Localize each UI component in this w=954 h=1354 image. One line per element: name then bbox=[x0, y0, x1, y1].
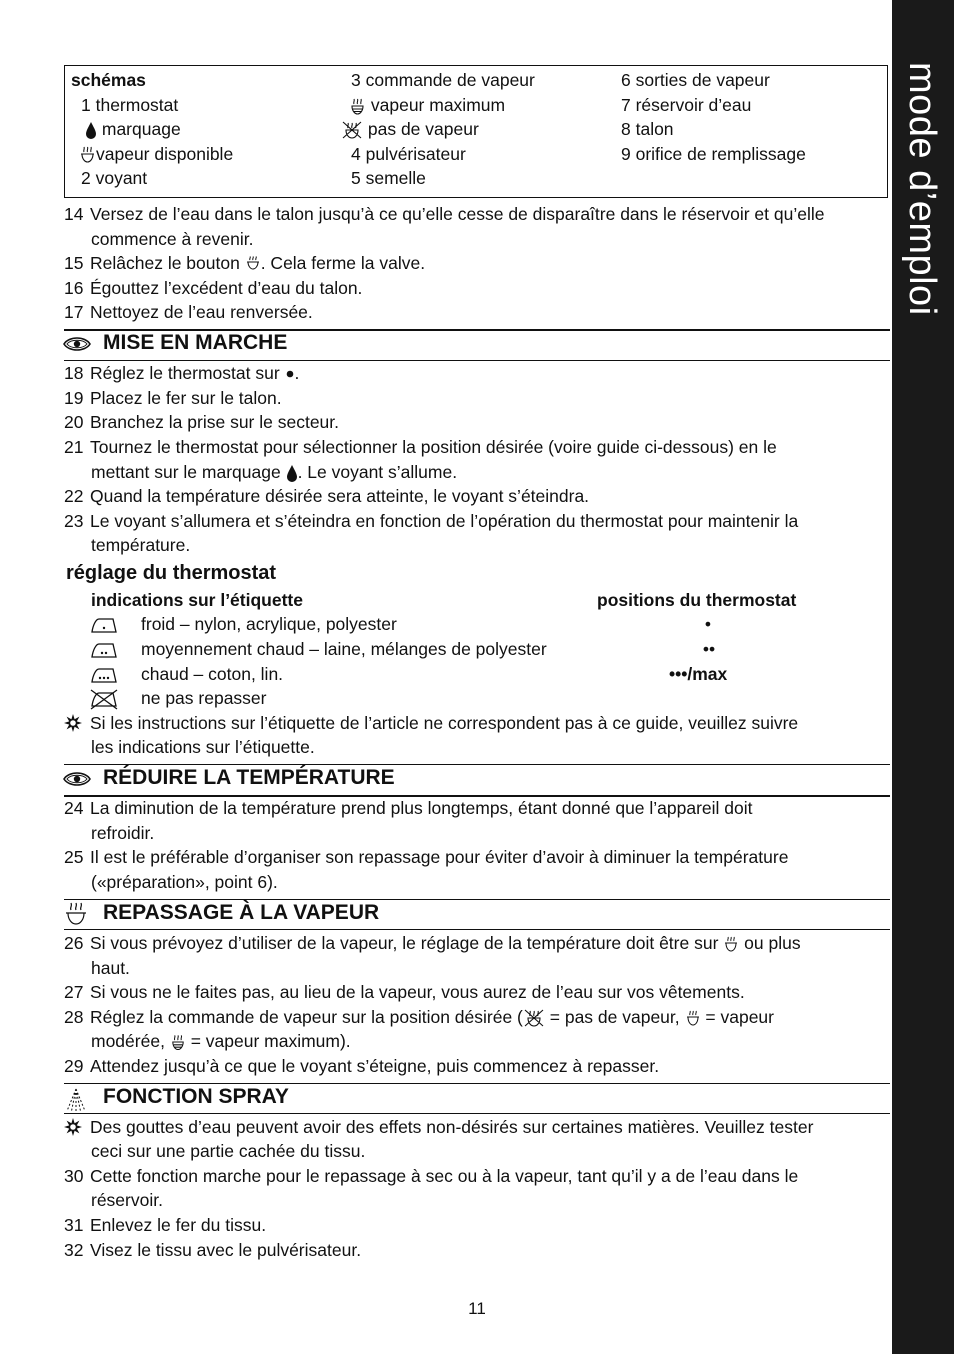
steam-max-icon bbox=[170, 1032, 186, 1052]
step-number: 29 bbox=[64, 1056, 84, 1076]
drop-icon bbox=[85, 121, 97, 139]
legend-item: 5 semelle bbox=[351, 168, 426, 188]
eye-icon bbox=[62, 333, 92, 355]
iron-hot-icon bbox=[90, 666, 118, 684]
step-text: Il est le préférable d’organiser son repassage pour éviter d’avoir à diminuer la température bbox=[90, 847, 789, 867]
steam-icon bbox=[723, 936, 739, 953]
subheading-reglage: réglage du thermostat bbox=[66, 562, 277, 584]
steam-max-icon bbox=[349, 96, 366, 116]
setting-label: ne pas repasser bbox=[141, 688, 267, 708]
note-text-cont: les indications sur l’étiquette. bbox=[91, 737, 315, 757]
section-rule bbox=[64, 899, 890, 900]
schemas-box bbox=[64, 65, 888, 198]
section-heading-reduire: RÉDUIRE LA TEMPÉRATURE bbox=[103, 766, 395, 789]
step-text: Si vous ne le faites pas, au lieu de la vapeur, vous aurez de l’eau sur vos vêtements. bbox=[90, 982, 745, 1002]
step-text-cont: commence à revenir. bbox=[91, 229, 254, 249]
col-header-right: positions du thermostat bbox=[597, 590, 797, 610]
warning-star-icon bbox=[64, 714, 82, 732]
section-rule bbox=[64, 1113, 890, 1114]
step-text-cont: température. bbox=[91, 535, 191, 555]
step-text-cont: haut. bbox=[91, 958, 130, 978]
schemas-col-3 bbox=[611, 68, 806, 166]
legend-item: 4 pulvérisateur bbox=[351, 143, 466, 164]
steam-button-icon bbox=[245, 256, 261, 272]
step-text: Nettoyez de l’eau renversée. bbox=[90, 302, 313, 322]
step-number: 22 bbox=[64, 486, 84, 506]
sidebar-tab bbox=[892, 0, 954, 1354]
legend-item: 2 voyant bbox=[81, 168, 148, 188]
legend-item: pas de vapeur bbox=[341, 117, 535, 142]
step-text-cont: refroidir. bbox=[91, 823, 155, 843]
sidebar-title: mode d’emploi bbox=[901, 62, 943, 316]
step-text: La diminution de la température prend plus longtemps, étant donné que l’appareil doit bbox=[90, 798, 753, 818]
step-text: Branchez la prise sur le secteur. bbox=[90, 412, 340, 432]
eye-icon bbox=[62, 768, 92, 790]
step-number: 25 bbox=[64, 847, 84, 867]
note-text: Si les instructions sur l’étiquette de l’article ne correspondent pas à ce guide, veuillez suivre bbox=[90, 713, 799, 733]
step-text: Réglez le thermostat sur . bbox=[90, 363, 300, 383]
step-text: Visez le tissu avec le pulvérisateur. bbox=[90, 1240, 362, 1260]
steam-icon bbox=[64, 902, 88, 926]
step-number: 21 bbox=[64, 437, 84, 457]
section-heading-vapeur: REPASSAGE À LA VAPEUR bbox=[103, 901, 380, 924]
section-rule bbox=[64, 764, 890, 765]
step-text-cont: réservoir. bbox=[91, 1190, 163, 1210]
dot-icon bbox=[285, 369, 295, 379]
step-number: 14 bbox=[64, 204, 84, 224]
step-text: Égouttez l’excédent d’eau du talon. bbox=[90, 278, 363, 298]
step-text: Le voyant s’allumera et s’éteindra en fonction de l’opération du thermostat pour maintenir la bbox=[90, 511, 799, 531]
setting-position: • bbox=[704, 614, 712, 634]
setting-label: froid – nylon, acrylique, polyester bbox=[141, 614, 397, 634]
step-text: Réglez la commande de vapeur sur la position désirée ( = pas de vapeur, = vapeur bbox=[90, 1007, 774, 1027]
steam-icon bbox=[79, 146, 96, 164]
do-not-iron-icon bbox=[88, 688, 120, 710]
section-heading-mise-en-marche: MISE EN MARCHE bbox=[103, 331, 288, 354]
legend-item: 3 commande de vapeur bbox=[351, 70, 535, 90]
note-text: Des gouttes d’eau peuvent avoir des effets non-désirés sur certaines matières. Veuillez tester bbox=[90, 1117, 814, 1137]
step-number: 32 bbox=[64, 1240, 84, 1260]
step-text: Tournez le thermostat pour sélectionner la position désirée (voire guide ci-dessous) en le bbox=[90, 437, 777, 457]
warning-star-icon bbox=[64, 1118, 82, 1136]
step-number: 24 bbox=[64, 798, 84, 818]
no-steam-icon bbox=[523, 1008, 545, 1028]
step-number: 27 bbox=[64, 982, 84, 1002]
drop-icon bbox=[286, 464, 298, 482]
step-number: 26 bbox=[64, 933, 84, 953]
step-number: 19 bbox=[64, 388, 84, 408]
section-heading-spray: FONCTION SPRAY bbox=[103, 1085, 289, 1108]
step-text-cont: («préparation», point 6). bbox=[91, 872, 278, 892]
setting-position: •• bbox=[702, 639, 716, 659]
step-number: 18 bbox=[64, 363, 84, 383]
legend-item: 8 talon bbox=[621, 119, 674, 139]
step-number: 31 bbox=[64, 1215, 84, 1235]
steam-icon bbox=[685, 1010, 701, 1027]
legend-item: vapeur disponible bbox=[71, 142, 233, 167]
legend-item: 1 thermostat bbox=[81, 94, 179, 115]
page-number: 11 bbox=[468, 1299, 486, 1318]
schemas-col-2 bbox=[341, 68, 535, 191]
col-header-left: indications sur l’étiquette bbox=[91, 590, 303, 610]
step-text-cont: mettant sur le marquage . Le voyant s’allume. bbox=[91, 462, 458, 482]
schemas-col-1 bbox=[71, 68, 233, 191]
schemas-title: schémas bbox=[71, 70, 146, 90]
spray-icon bbox=[62, 1087, 90, 1113]
step-text: Relâchez le bouton . Cela ferme la valve. bbox=[90, 253, 426, 273]
step-text: Quand la température désirée sera atteinte, le voyant s’éteindra. bbox=[90, 486, 590, 506]
step-number: 20 bbox=[64, 412, 84, 432]
step-number: 17 bbox=[64, 302, 84, 322]
step-text: Versez de l’eau dans le talon jusqu’à ce qu’elle cesse de disparaître dans le réservoir et qu’elle bbox=[90, 204, 825, 224]
step-text: Cette fonction marche pour le repassage à sec ou à la vapeur, tant qu’il y a de l’eau dans le bbox=[90, 1166, 799, 1186]
legend-item: 6 sorties de vapeur bbox=[621, 70, 770, 90]
section-rule bbox=[64, 1083, 890, 1084]
legend-item: 9 orifice de remplissage bbox=[621, 143, 806, 164]
step-text: Placez le fer sur le talon. bbox=[90, 388, 282, 408]
legend-item: vapeur maximum bbox=[341, 93, 535, 118]
step-text: Enlevez le fer du tissu. bbox=[90, 1215, 267, 1235]
section-rule bbox=[64, 929, 890, 930]
setting-label: chaud – coton, lin. bbox=[141, 664, 284, 684]
note-text-cont: ceci sur une partie cachée du tissu. bbox=[91, 1141, 366, 1161]
step-number: 15 bbox=[64, 253, 84, 273]
setting-label: moyennement chaud – laine, mélanges de polyester bbox=[141, 639, 547, 659]
legend-item: marquage bbox=[71, 117, 233, 142]
step-number: 30 bbox=[64, 1166, 84, 1186]
setting-position: •••/max bbox=[669, 664, 728, 684]
step-text-cont: modérée, = vapeur maximum). bbox=[91, 1031, 351, 1051]
step-number: 28 bbox=[64, 1007, 84, 1027]
step-text: Si vous prévoyez d’utiliser de la vapeur, le réglage de la température doit être sur ou plus bbox=[90, 933, 801, 953]
step-number: 23 bbox=[64, 511, 84, 531]
step-text: Attendez jusqu’à ce que le voyant s’éteigne, puis commencez à repasser. bbox=[90, 1056, 660, 1076]
no-steam-icon bbox=[341, 120, 363, 140]
step-number: 16 bbox=[64, 278, 84, 298]
legend-item: 7 réservoir d’eau bbox=[621, 94, 752, 115]
